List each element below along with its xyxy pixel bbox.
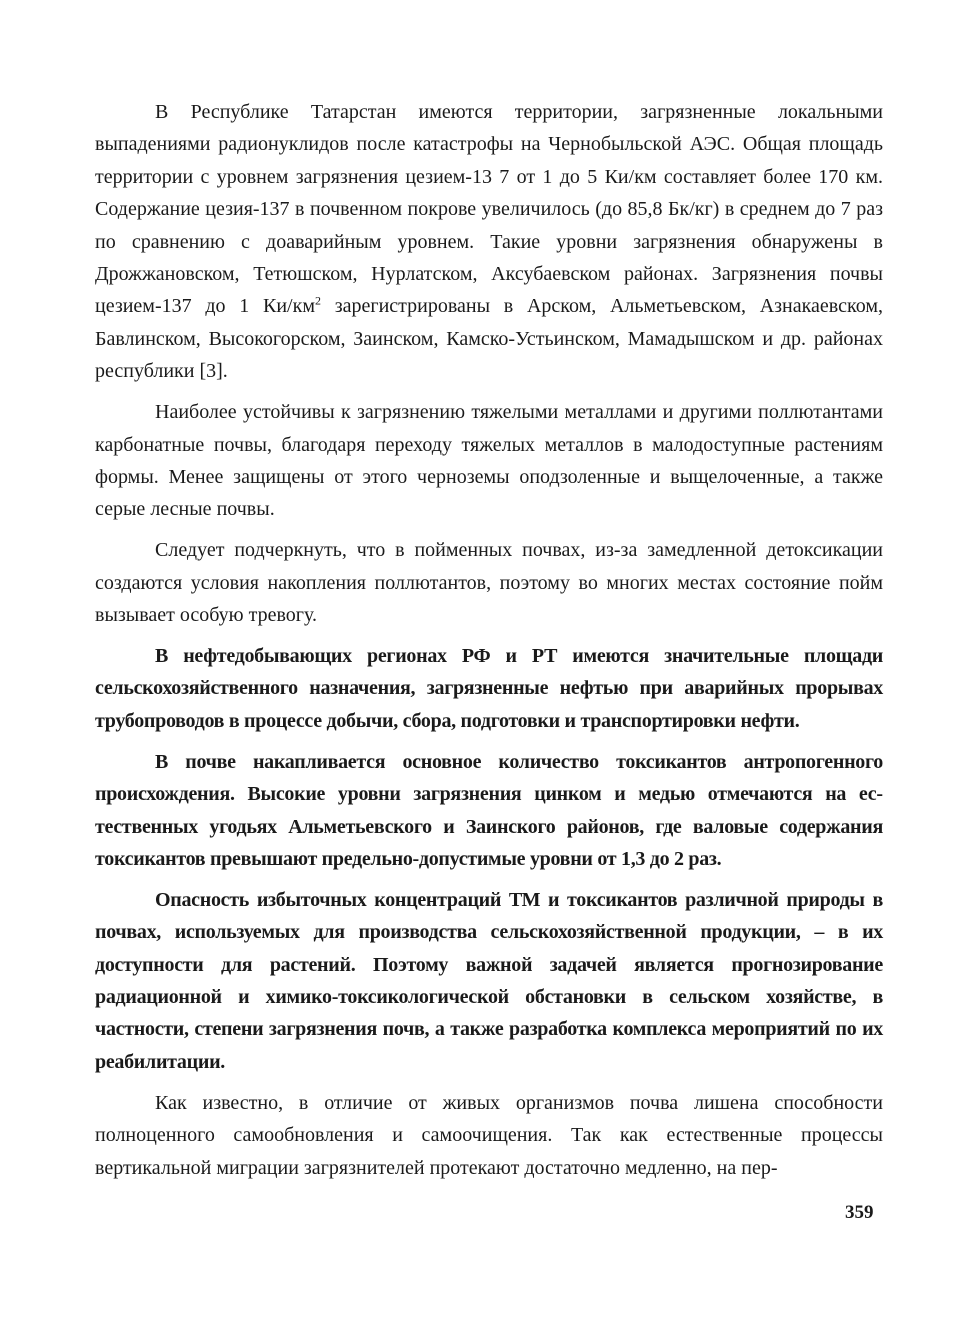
paragraph-1-text-continued: зарегистрированы в Арском, Альметьевском, Азнакаевском, Бавлинском, Высокогорском, Заинском, Камско-Устьинском, Мамадышском и др. районах республики [3]. (95, 295, 883, 383)
paragraph-4: В нефтедобывающих регионах РФ и РТ имеются значительные площади сельскохозяйственного назначения, загрязненные нефтью при аварийных прорывах трубопроводов в процессе добычи, сбора, подготовки и транспортировки нефти. (95, 645, 883, 732)
page-number: 359 (845, 1202, 874, 1223)
paragraph-7: Как известно, в отличие от живых организмов почва лишена способности полноценного самообновления и самоочищения. Так как естественные процессы вертикальной миграции загрязнителей протекают достаточно медленно, на пер- (95, 1091, 883, 1179)
paragraph-2: Наиболее устойчивы к загрязнению тяжелыми металлами и другими поллютантами карбонатные почвы, благодаря переходу тяжелых металлов в малодоступные растениям формы. Менее защищены от этого черноземы оподзоленные и выщелоченные, а также серые лесные почвы. (95, 401, 883, 521)
paragraph-1-text: В Республике Татарстан имеются территории, загрязненные локальными выпадениями радионуклидов после катастрофы на Чернобыльской АЭС. Общая площадь территории с уровнем загрязнения цезием-13 7 от 1 до 5 Ки/км составляет более 170 км. Содержание цезия-137 в почвенном покрове увеличилось (до 85,8 Бк/кг) в среднем до 7 раз по сравнению с доаварийным уровнем. Такие уровни загрязнения обнаружены в Дрожжановском, Тетюшском, Нурлатском, Аксубаевском районах. Загрязнения почвы цезием-137 до 1 Ки/км (95, 101, 883, 318)
superscript-km2: 2 (314, 293, 321, 308)
paragraph-6: Опасность избыточных концентраций ТМ и токсикантов различной природы в почвах, используемых для производства сельскохозяйственной продукции, – в их доступности для растений. Поэтому важной задачей является прогнозирование радиационной и химико-токсикологической обстановки в сельском хозяйстве, в частности, степени загрязнения почв, а также разработка комплекса мероприятий по их реабилитации. (95, 888, 883, 1073)
paragraph-5: В почве накапливается основное количество токсикантов антропогенного происхождения. Высокие уровни загрязнения цинком и медью отмечаются на естественных угодьях Альметьевского и Заинского районов, где валовые содержания токсикантов превышают предельно-допустимые уровни от 1,3 до 2 раз. (95, 750, 883, 870)
paragraph-1 (95, 96, 883, 388)
body-text (95, 96, 883, 1193)
paragraph-3: Следует подчеркнуть, что в пойменных почвах, из-за замедленной детоксикации создаются условия накопления поллютантов, поэтому во многих местах состояние пойм вызывает особую тревогу. (95, 539, 883, 627)
